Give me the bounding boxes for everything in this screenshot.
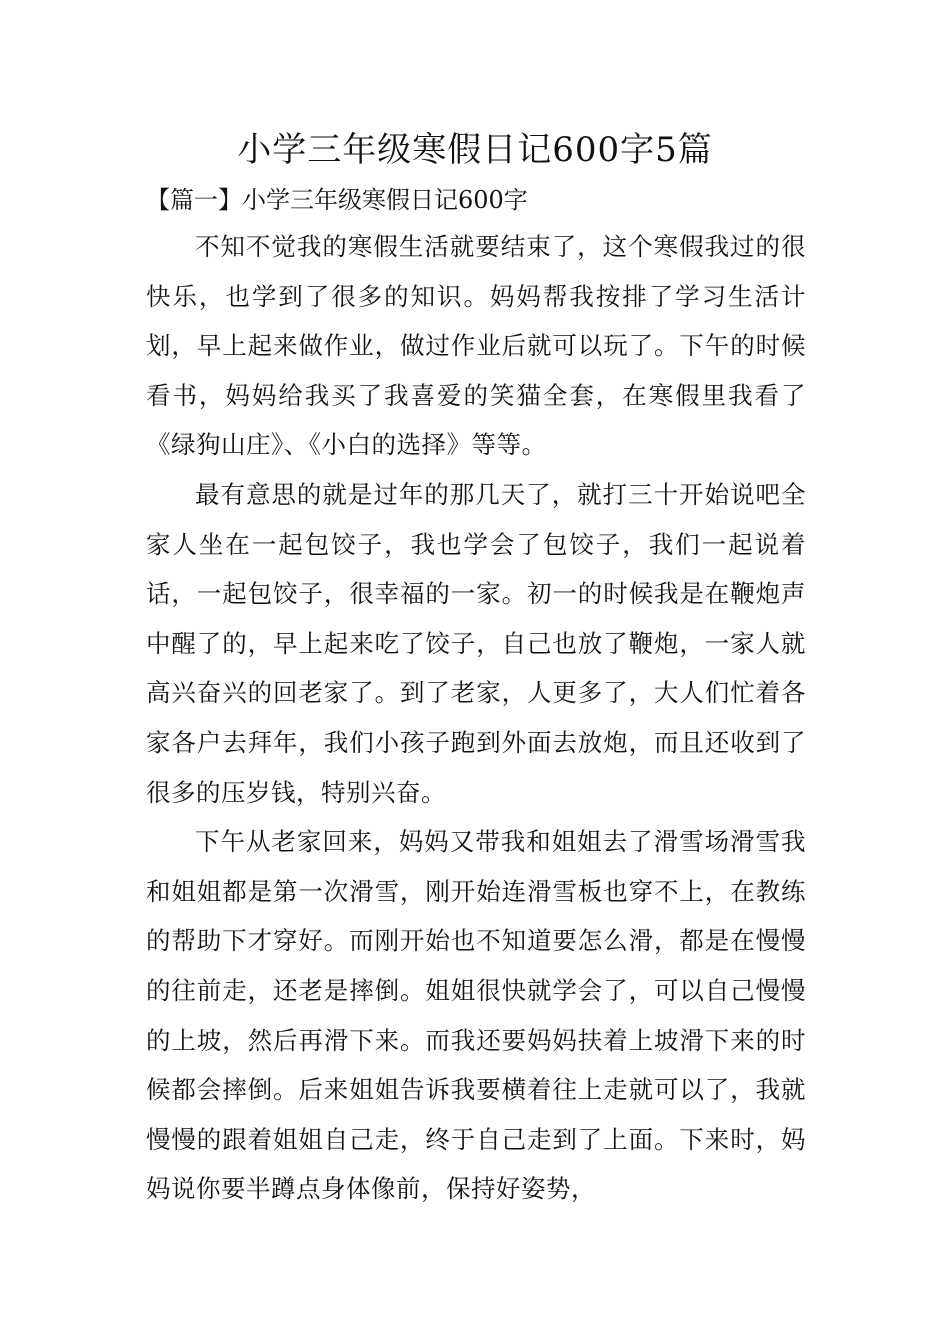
document-title: 小学三年级寒假日记600字5篇 (237, 130, 713, 170)
body-text (146, 222, 806, 1214)
paragraph-3: 下午从老家回来，妈妈又带我和姐姐去了滑雪场滑雪我和姐姐都是第一次滑雪，刚开始连滑雪板也穿不上，在教练的帮助下才穿好。而刚开始也不知道要怎么滑，都是在慢慢的往前走，还老是摔倒。姐姐很快就学会了，可以自己慢慢的上坡，然后再滑下来。而我还要妈妈扶着上坡滑下来的时候都会摔倒。后来姐姐告诉我要横着往上走就可以了，我就慢慢的跟着姐姐自己走，终于自己走到了上面。下来时，妈妈说你要半蹲点身体像前，保持好姿势， (146, 827, 806, 1204)
paragraph-1: 不知不觉我的寒假生活就要结束了，这个寒假我过的很快乐，也学到了很多的知识。妈妈帮我按排了学习生活计划，早上起来做作业，做过作业后就可以玩了。下午的时候看书，妈妈给我买了我喜爱的笑猫全套，在寒假里我看了《绿狗山庄》、《小白的选择》等等。 (146, 232, 806, 460)
section-heading: 【篇一】小学三年级寒假日记600字 (146, 186, 528, 214)
paragraph-2: 最有意思的就是过年的那几天了，就打三十开始说吧全家人坐在一起包饺子，我也学会了包饺子，我们一起说着话，一起包饺子，很幸福的一家。初一的时候我是在鞭炮声中醒了的，早上起来吃了饺子，自己也放了鞭炮，一家人就高兴奋兴的回老家了。到了老家，人更多了，大人们忙着各家各户去拜年，我们小孩子跑到外面去放炮，而且还收到了很多的压岁钱，特别兴奋。 (146, 479, 806, 807)
